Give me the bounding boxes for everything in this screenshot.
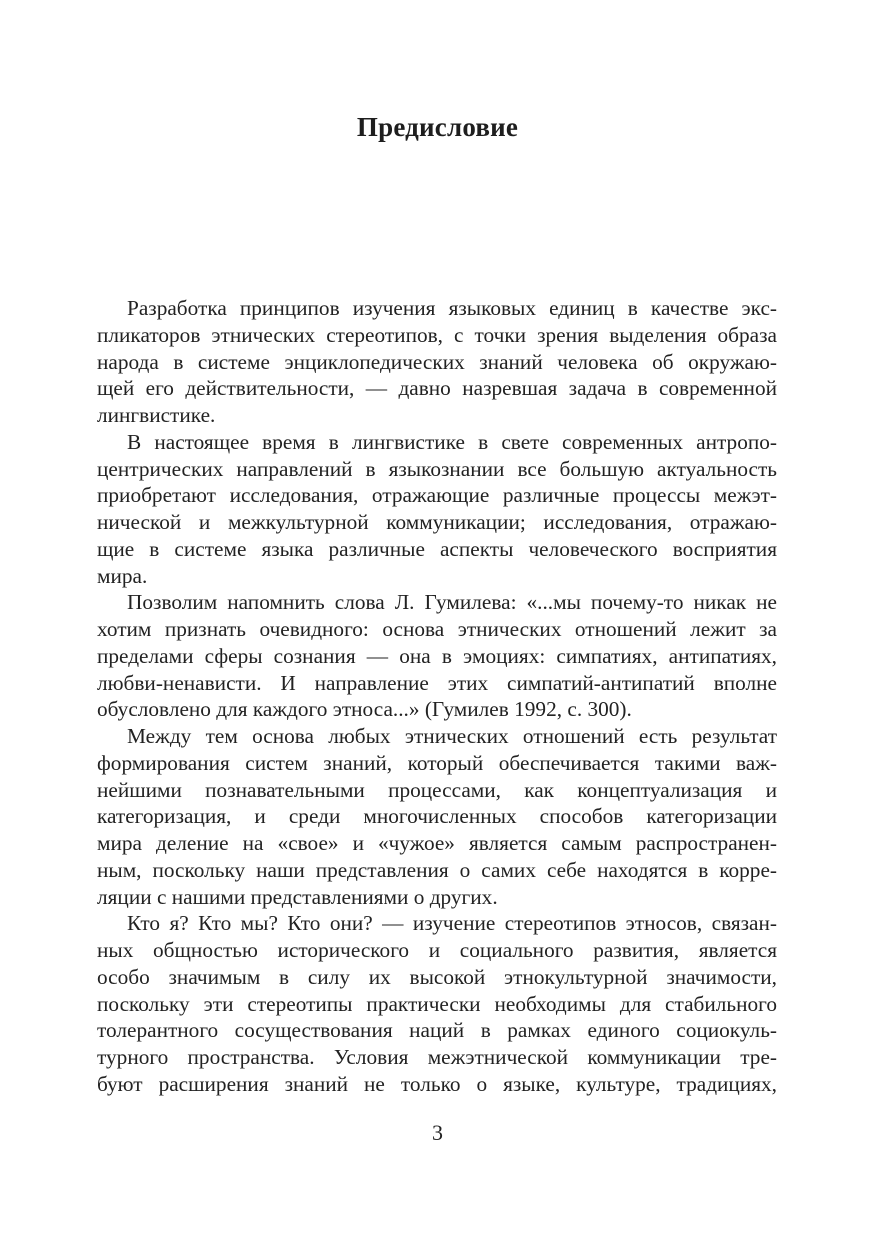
text-line: Между тем основа любых этнических отношений есть результат [127,724,777,748]
text-line: В настоящее время в лингвистике в свете современных антропо- [127,429,777,454]
page-title: Предисловие [356,112,519,142]
text-line: мира. [97,563,148,588]
text-line: Разработка принципов изучения языковых единиц в качестве экс- [127,296,777,320]
text-line: пределами сферы сознания — она в эмоциях: симпатиях, антипатиях, [97,643,777,668]
text-line: любви-ненависти. И направление этих симпатий-антипатий вполне [97,670,777,695]
text-line: турного пространства. Условия межэтнической коммуникации тре- [97,1045,777,1069]
text-line: обусловлено для каждого этноса...» (Гумилев 1992, с. 300). [97,697,632,722]
text-line: щие в системе языка различные аспекты человеческого восприятия [97,536,777,561]
text-line: ных общностью исторического и социального развития, является [97,938,777,962]
text-line: Кто я? Кто мы? Кто они? — изучение стереотипов этносов, связан- [127,911,777,936]
text-line: мира деление на «свое» и «чужое» является самым распространен- [97,831,777,855]
text-line: толерантного сосуществования наций в рамках единого социокуль- [97,1018,777,1043]
text-line: нической и межкультурной коммуникации; исследования, отражаю- [97,510,777,534]
text-line: центрических направлений в языкознании все большую актуальность [97,456,777,481]
text-line: ляции с нашими представлениями о других. [97,884,498,909]
text-line: поскольку эти стереотипы практически необходимы для стабильного [97,991,777,1016]
text-line: щей его действительности, — давно назревшая задача в современной [97,376,777,401]
page-number: 3 [432,1120,443,1145]
text-line: народа в системе энциклопедических знаний человека об окружаю- [97,349,777,374]
text-line: ным, поскольку наши представления о самих себе находятся в корре- [97,857,777,882]
text-line: лингвистике. [97,403,216,427]
text-line: Позволим напомнить слова Л. Гумилева: «...мы почему-то никак не [127,590,777,615]
text-line: категоризация, и среди многочисленных способов категоризации [97,804,777,829]
text-line: пликаторов этнических стереотипов, с точки зрения выделения образа [97,322,777,347]
text-line: приобретают исследования, отражающие различные процессы межэт- [97,483,777,508]
text-line: особо значимым в силу их высокой этнокультурной значимости, [97,964,777,989]
text-line: хотим признать очевидного: основа этнических отношений лежит за [97,617,777,641]
text-line: буют расширения знаний не только о языке, культуре, традициях, [97,1071,777,1096]
text-line: формирования систем знаний, который обеспечивается такими важ- [97,750,777,775]
body-text [97,295,777,1098]
text-line: нейшими познавательными процессами, как концептуализация и [97,777,777,802]
